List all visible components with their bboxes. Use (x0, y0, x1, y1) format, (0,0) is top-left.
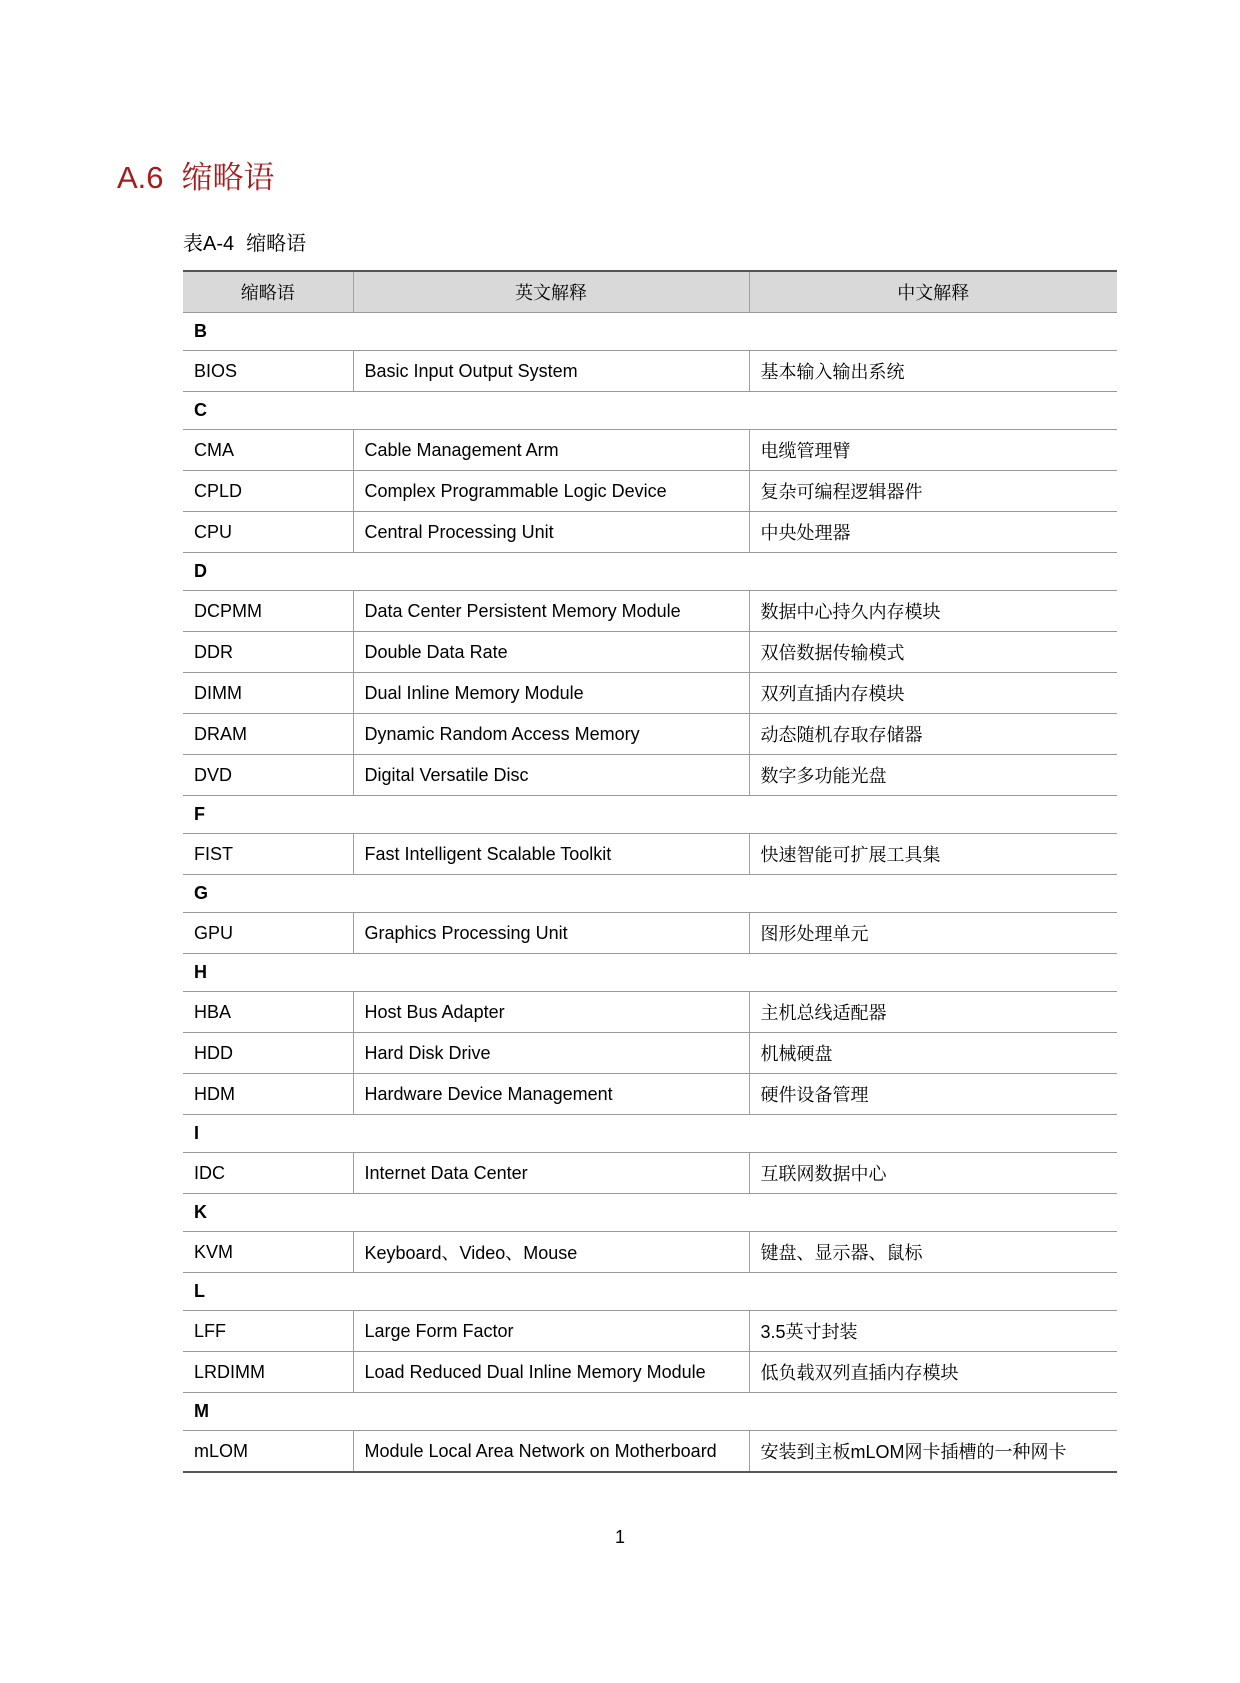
abbreviation-cell: DRAM (183, 714, 353, 755)
english-cell: Host Bus Adapter (353, 992, 749, 1033)
chinese-cell: 复杂可编程逻辑器件 (749, 471, 1117, 512)
chinese-cell: 低负载双列直插内存模块 (749, 1352, 1117, 1393)
abbreviation-cell: DCPMM (183, 591, 353, 632)
group-row (183, 954, 1117, 992)
english-cell: Cable Management Arm (353, 430, 749, 471)
group-row (183, 1393, 1117, 1431)
table-row (183, 351, 1117, 392)
group-letter: I (183, 1115, 1117, 1153)
chinese-cell: 双倍数据传输模式 (749, 632, 1117, 673)
abbreviation-cell: HDD (183, 1033, 353, 1074)
english-cell: Graphics Processing Unit (353, 913, 749, 954)
header-abbreviation: 缩略语 (183, 271, 353, 313)
group-letter: C (183, 392, 1117, 430)
english-cell: Dynamic Random Access Memory (353, 714, 749, 755)
group-row (183, 1194, 1117, 1232)
table-row (183, 1074, 1117, 1115)
english-cell: Double Data Rate (353, 632, 749, 673)
chinese-cell: 动态随机存取存储器 (749, 714, 1117, 755)
chinese-cell: 互联网数据中心 (749, 1153, 1117, 1194)
group-letter: K (183, 1194, 1117, 1232)
table-row (183, 992, 1117, 1033)
abbreviation-cell: LRDIMM (183, 1352, 353, 1393)
abbreviation-cell: IDC (183, 1153, 353, 1194)
table-row (183, 471, 1117, 512)
section-number: A.6 (117, 160, 164, 195)
table-row (183, 673, 1117, 714)
group-row (183, 796, 1117, 834)
abbreviation-cell: DVD (183, 755, 353, 796)
table-row (183, 632, 1117, 673)
table-caption (183, 230, 306, 258)
header-english: 英文解释 (353, 271, 749, 313)
group-row (183, 553, 1117, 591)
chinese-cell: 图形处理单元 (749, 913, 1117, 954)
chinese-cell: 主机总线适配器 (749, 992, 1117, 1033)
table-header-row (183, 271, 1117, 313)
table-row (183, 1431, 1117, 1473)
abbreviation-cell: DDR (183, 632, 353, 673)
abbreviation-cell: CMA (183, 430, 353, 471)
english-cell: Keyboard、Video、Mouse (353, 1232, 749, 1273)
table-row (183, 834, 1117, 875)
group-letter: B (183, 313, 1117, 351)
group-letter: H (183, 954, 1117, 992)
chinese-cell: 快速智能可扩展工具集 (749, 834, 1117, 875)
group-row (183, 1115, 1117, 1153)
table-row (183, 1352, 1117, 1393)
english-cell: Module Local Area Network on Motherboard (353, 1431, 749, 1473)
abbreviation-cell: CPLD (183, 471, 353, 512)
english-cell: Complex Programmable Logic Device (353, 471, 749, 512)
table-caption-title: 缩略语 (246, 233, 307, 255)
group-row (183, 313, 1117, 351)
table-caption-label: 表A-4 (183, 233, 235, 255)
chinese-cell: 硬件设备管理 (749, 1074, 1117, 1115)
abbreviation-cell: KVM (183, 1232, 353, 1273)
page-number: 1 (614, 1527, 625, 1547)
chinese-cell: 机械硬盘 (749, 1033, 1117, 1074)
table-row (183, 1033, 1117, 1074)
table-row (183, 430, 1117, 471)
table-row (183, 1311, 1117, 1352)
english-cell: Digital Versatile Disc (353, 755, 749, 796)
table-row (183, 512, 1117, 553)
abbreviation-cell: CPU (183, 512, 353, 553)
table-row (183, 913, 1117, 954)
chinese-cell: 中央处理器 (749, 512, 1117, 553)
group-letter: M (183, 1393, 1117, 1431)
table-body (183, 313, 1117, 1473)
chinese-cell: 数字多功能光盘 (749, 755, 1117, 796)
chinese-cell: 数据中心持久内存模块 (749, 591, 1117, 632)
abbreviation-cell: DIMM (183, 673, 353, 714)
chinese-cell: 安装到主板mLOM网卡插槽的一种网卡 (749, 1431, 1117, 1473)
abbreviation-cell: HBA (183, 992, 353, 1033)
chinese-cell: 基本输入输出系统 (749, 351, 1117, 392)
section-title (117, 158, 275, 198)
english-cell: Internet Data Center (353, 1153, 749, 1194)
english-cell: Data Center Persistent Memory Module (353, 591, 749, 632)
table-row (183, 1153, 1117, 1194)
chinese-cell: 3.5英寸封装 (749, 1311, 1117, 1352)
english-cell: Large Form Factor (353, 1311, 749, 1352)
english-cell: Load Reduced Dual Inline Memory Module (353, 1352, 749, 1393)
group-row (183, 392, 1117, 430)
abbreviation-cell: LFF (183, 1311, 353, 1352)
section-heading: 缩略语 (181, 160, 275, 195)
english-cell: Fast Intelligent Scalable Toolkit (353, 834, 749, 875)
abbreviation-cell: GPU (183, 913, 353, 954)
group-letter: L (183, 1273, 1117, 1311)
abbreviation-table (183, 270, 1117, 1473)
abbreviation-cell: HDM (183, 1074, 353, 1115)
english-cell: Central Processing Unit (353, 512, 749, 553)
chinese-cell: 键盘、显示器、鼠标 (749, 1232, 1117, 1273)
group-letter: F (183, 796, 1117, 834)
table-row (183, 591, 1117, 632)
header-chinese: 中文解释 (749, 271, 1117, 313)
group-row (183, 1273, 1117, 1311)
chinese-cell: 电缆管理臂 (749, 430, 1117, 471)
table-row (183, 1232, 1117, 1273)
table-row (183, 755, 1117, 796)
abbreviation-cell: FIST (183, 834, 353, 875)
group-letter: G (183, 875, 1117, 913)
abbreviation-cell: mLOM (183, 1431, 353, 1473)
abbreviation-cell: BIOS (183, 351, 353, 392)
english-cell: Dual Inline Memory Module (353, 673, 749, 714)
chinese-cell: 双列直插内存模块 (749, 673, 1117, 714)
group-row (183, 875, 1117, 913)
table-row (183, 714, 1117, 755)
english-cell: Basic Input Output System (353, 351, 749, 392)
group-letter: D (183, 553, 1117, 591)
english-cell: Hard Disk Drive (353, 1033, 749, 1074)
english-cell: Hardware Device Management (353, 1074, 749, 1115)
